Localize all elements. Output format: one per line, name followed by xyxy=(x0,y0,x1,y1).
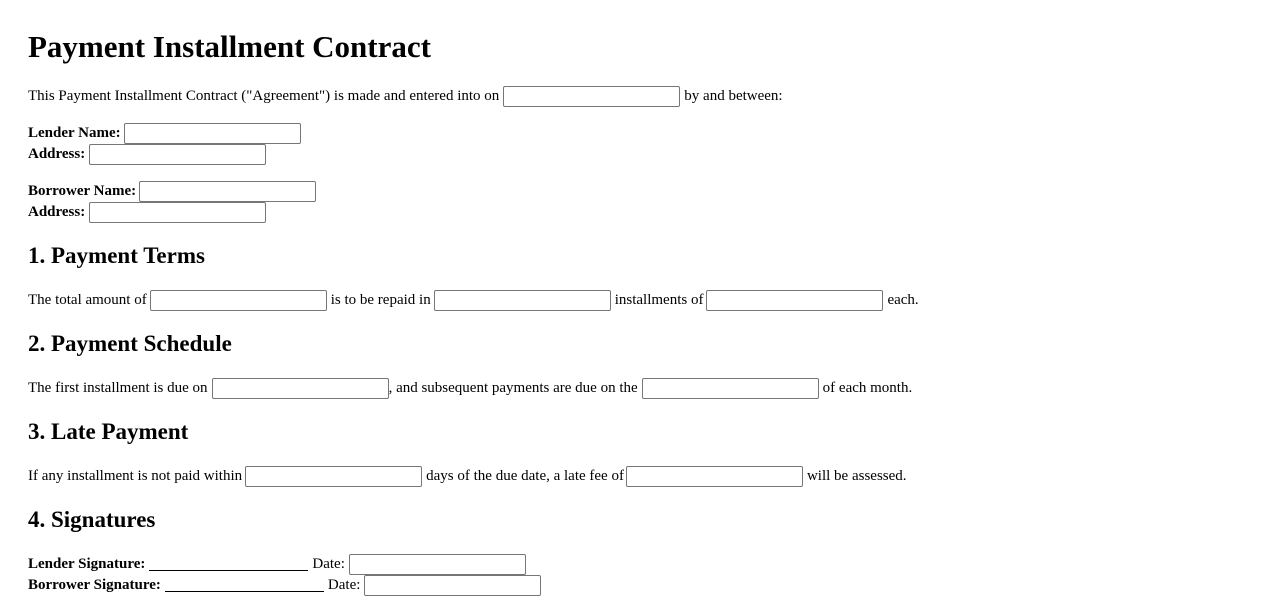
lender-address-row xyxy=(28,144,270,165)
borrower-date-label: Date: xyxy=(327,577,361,593)
terms-text-4: each. xyxy=(887,292,919,308)
lender-signature-label: Lender Signature: xyxy=(28,556,146,572)
lender-address-field[interactable] xyxy=(89,144,266,165)
section-heading-signatures: 4. Signatures xyxy=(28,507,156,532)
borrower-address-field[interactable] xyxy=(89,202,266,223)
borrower-signature-label: Borrower Signature: xyxy=(28,577,161,593)
terms-text-2: is to be repaid in xyxy=(330,292,431,308)
lender-name-row xyxy=(28,123,305,144)
lender-address-label: Address: xyxy=(28,146,86,162)
borrower-signature-row xyxy=(28,575,545,596)
schedule-text-3: of each month. xyxy=(822,380,913,396)
total-amount-field[interactable] xyxy=(150,290,327,311)
section-heading-late-payment: 3. Late Payment xyxy=(28,419,189,444)
installment-count-field[interactable] xyxy=(434,290,611,311)
schedule-text-1: The first installment is due on xyxy=(28,380,208,396)
lender-name-label: Lender Name: xyxy=(28,125,121,141)
borrower-name-field[interactable] xyxy=(139,181,316,202)
late-payment-line xyxy=(28,466,907,487)
payment-terms-line xyxy=(28,290,919,311)
agreement-date-field[interactable] xyxy=(503,86,680,107)
monthly-due-day-field[interactable] xyxy=(642,378,819,399)
terms-text-1: The total amount of xyxy=(28,292,147,308)
installment-amount-field[interactable] xyxy=(706,290,883,311)
section-heading-payment-schedule: 2. Payment Schedule xyxy=(28,331,232,356)
schedule-text-2: , and subsequent payments are due on the xyxy=(388,380,638,396)
borrower-signature-date-field[interactable] xyxy=(364,575,541,596)
borrower-address-row xyxy=(28,202,270,223)
late-text-2: days of the due date, a late fee of xyxy=(426,468,624,484)
grace-days-field[interactable] xyxy=(245,466,422,487)
lender-date-label: Date: xyxy=(312,556,345,572)
lender-signature-date-field[interactable] xyxy=(349,554,526,575)
lender-signature-line xyxy=(149,556,308,571)
page-title: Payment Installment Contract xyxy=(28,29,431,64)
lender-name-field[interactable] xyxy=(124,123,301,144)
late-text-1: If any installment is not paid within xyxy=(28,468,243,484)
borrower-signature-line xyxy=(165,577,324,592)
late-text-3: will be assessed. xyxy=(806,468,907,484)
late-fee-field[interactable] xyxy=(626,466,803,487)
intro-text-after: by and between: xyxy=(684,88,783,104)
intro-text: This Payment Installment Contract ("Agreement") is made and entered into on xyxy=(28,88,500,104)
borrower-name-row xyxy=(28,181,320,202)
lender-signature-row xyxy=(28,554,530,575)
borrower-name-label: Borrower Name: xyxy=(28,183,137,199)
first-installment-date-field[interactable] xyxy=(212,378,389,399)
terms-text-3: installments of xyxy=(614,292,704,308)
section-heading-payment-terms: 1. Payment Terms xyxy=(28,243,205,268)
borrower-address-label: Address: xyxy=(28,204,86,220)
payment-schedule-line xyxy=(28,378,912,399)
intro-line xyxy=(28,86,783,107)
